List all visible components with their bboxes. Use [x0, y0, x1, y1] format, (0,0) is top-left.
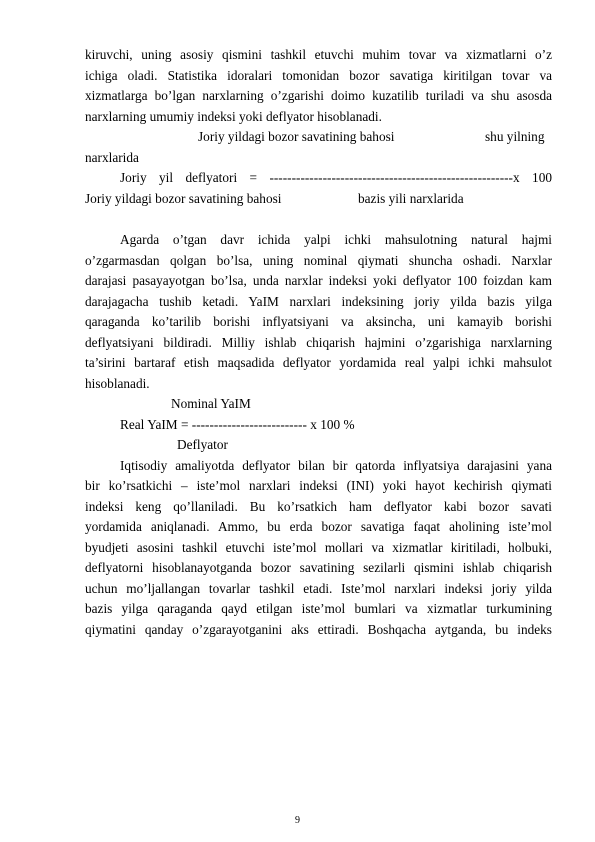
- paragraph-2-line-1: Agarda o’tgan davr ichida yalpi ichki mahsulotning natural hajmi: [120, 232, 552, 247]
- formula-1-denominator-suffix: bazis yili narxlarida: [358, 191, 464, 206]
- paragraph-2-line-8: hisoblanadi.: [85, 376, 150, 391]
- paragraph-3-line-2: bir ko’rsatkichi – iste’mol narxlari indeksi (INI) yoki hayot kechirish qiymati: [85, 478, 552, 493]
- paragraph-2-line-5: qaraganda ko’tarilib borishi inflyatsiyani va aksincha, uni kamayib borishi: [85, 314, 552, 329]
- paragraph-3-line-9: qiymatini qanday o’zgarayotganini aks ettiradi. Boshqacha aytganda, bu indeks: [85, 622, 552, 637]
- paragraph-2-line-4: darajagacha tushib ketadi. YaIM narxlari indeksining joriy yilda bazis yilga: [85, 294, 552, 309]
- paragraph-3-line-6: deflyatorni hisoblanayotganda bozor savatining sezilarli qismini ishlab chiqarish: [85, 560, 552, 575]
- formula-1-numerator: Joriy yildagi bozor savatining bahosi: [198, 129, 395, 144]
- paragraph-3-line-5: byudjeti asosini tashkil etuvchi iste’mol mollari va xizmatlar kiritiladi, holbuki,: [85, 540, 552, 555]
- paragraph-2-line-3: darajasi pasayayotgan bo’lsa, unda narxlar indeksi yoki deflyator 100 foizdan kam: [85, 273, 552, 288]
- paragraph-1-line-2: ichiga oladi. Statistika idoralari tomonidan bozor savatiga kiritilgan tovar va: [85, 68, 552, 83]
- formula-2-denominator: Deflyator: [177, 437, 228, 452]
- paragraph-1-line-3: xizmatlarga bo’lgan narxlarning o’zgarishi doimo kuzatilib turiladi va shu asosda: [85, 88, 552, 103]
- paragraph-2-line-6: deflyatsiyani bildiradi. Milliy ishlab chiqarish hajmini o’zgarishiga narxlarning: [85, 335, 552, 350]
- page-number: 9: [295, 815, 300, 826]
- paragraph-1-line-1: kiruvchi, uning asosiy qismini tashkil etuvchi muhim tovar va xizmatlarni o’z: [85, 47, 552, 62]
- paragraph-2-line-7: ta’sirini bartaraf etish maqsadida deflyator yordamida real yalpi ichki mahsulot: [85, 355, 552, 370]
- paragraph-3-line-1: Iqtisodiy amaliyotda deflyator bilan bir qatorda inflyatsiya darajasini yana: [120, 458, 552, 473]
- formula-2-numerator: Nominal YaIM: [171, 396, 251, 411]
- formula-1-equation: Joriy yil deflyatori = -------------------------------------------------------x 100: [120, 170, 552, 185]
- formula-1-denominator: Joriy yildagi bozor savatining bahosi: [85, 191, 282, 206]
- paragraph-2-line-2: o’zgarmasdan qolgan bo’lsa, uning nominal qiymati shuncha oshadi. Narxlar: [85, 253, 552, 268]
- formula-2-equation: Real YaIM = -------------------------- x 100 %: [120, 417, 355, 432]
- paragraph-3-line-4: yordamida aniqlanadi. Ammo, bu erda bozor savatiga faqat aholining iste’mol: [85, 519, 552, 534]
- paragraph-3-line-7: uchun mo’ljallangan tovarlar tashkil etadi. Iste’mol narxlari indeksi joriy yilda: [85, 581, 552, 596]
- formula-1-numerator-continuation: narxlarida: [85, 150, 139, 165]
- paragraph-1-line-4: narxlarning umumiy indeksi yoki deflyator hisoblanadi.: [85, 109, 382, 124]
- paragraph-3-line-8: bazis yilga qaraganda qayd etilgan iste’mol bumlari va xizmatlar turkumining: [85, 601, 552, 616]
- formula-1-numerator-suffix: shu yilning: [485, 129, 545, 144]
- paragraph-3-line-3: indeksi keng qo’llaniladi. Bu ko’rsatkich ham deflyator kabi bozor savati: [85, 499, 552, 514]
